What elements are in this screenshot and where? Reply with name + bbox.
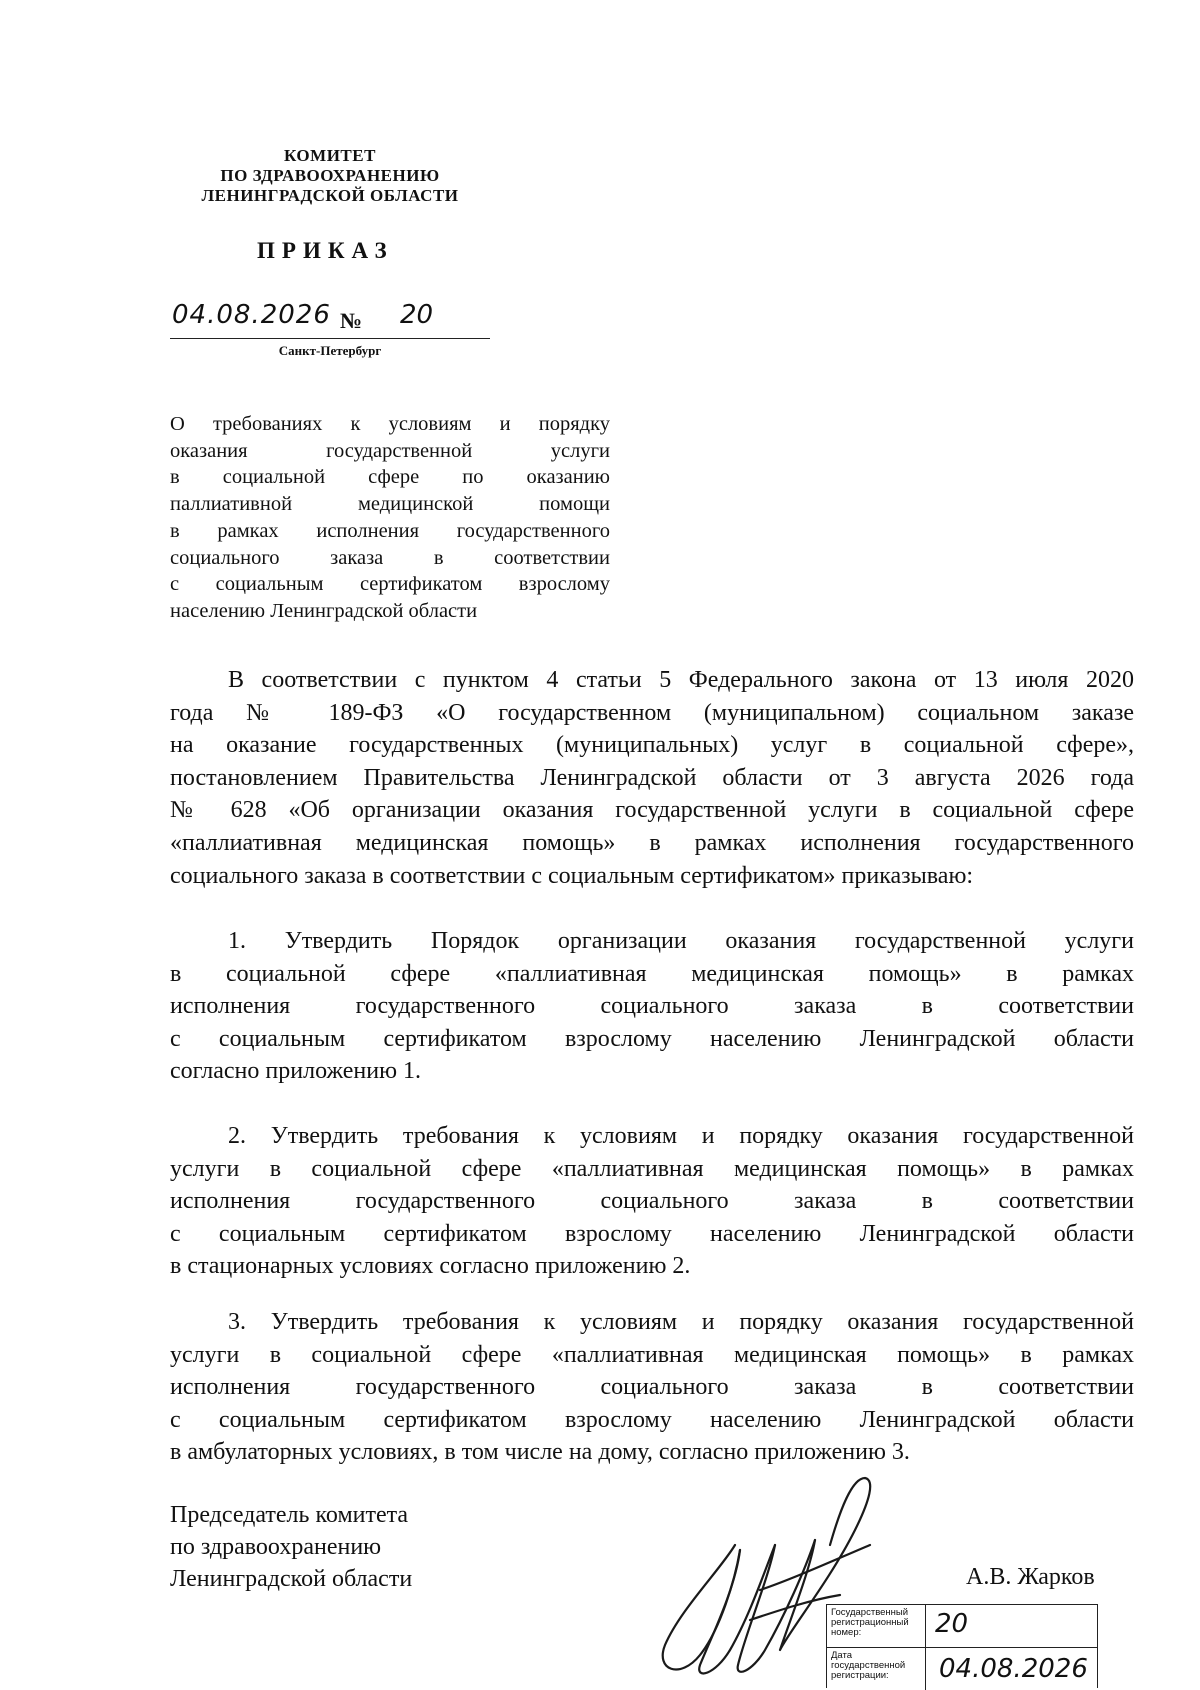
stamp-row-reg-date: [827, 1648, 1097, 1690]
clause-3-paragraph: [170, 1306, 1134, 1469]
position-line: Председатель комитета: [170, 1502, 409, 1528]
city-label: Санкт-Петербург: [278, 343, 382, 358]
stamp-row-reg-number: [827, 1605, 1097, 1648]
paragraph-line: исполнения государственного социального заказа в соответствии: [170, 993, 1134, 1020]
reg-number-label: Государственный регистрационный номер:: [831, 1607, 909, 1638]
signatory-position: [170, 1499, 412, 1595]
stamp-divider: [925, 1648, 926, 1690]
clause-1-paragraph: [170, 925, 1134, 1088]
organization-name: [170, 146, 490, 206]
preamble-paragraph: [170, 664, 1134, 892]
paragraph-line: исполнения государственного социального заказа в соответствии: [170, 1374, 1134, 1401]
registration-stamp: [826, 1604, 1098, 1688]
reg-date-label: Дата государственной регистрации:: [831, 1650, 906, 1681]
paragraph-line: с социальным сертификатом взрослому населению Ленинградской области: [170, 1025, 1134, 1052]
document-type-title: ПРИКАЗ: [257, 238, 394, 263]
date-underline: [170, 338, 490, 339]
number-sign: №: [340, 308, 363, 333]
paragraph-line: № 628 «Об организации оказания государственной услуги в социальной сфере: [170, 797, 1134, 824]
position-line: по здравоохранению: [170, 1534, 382, 1560]
handwritten-number: 20: [400, 300, 434, 330]
org-line: ПО ЗДРАВООХРАНЕНИЮ: [220, 166, 440, 185]
subject-line: социального заказа в соответствии: [170, 546, 610, 569]
paragraph-line: с социальным сертификатом взрослому населению Ленинградской области: [170, 1406, 1134, 1433]
paragraph-line: «паллиативная медицинская помощь» в рамках исполнения государственного: [170, 829, 1134, 856]
paragraph-line: исполнения государственного социального заказа в соответствии: [170, 1188, 1134, 1215]
paragraph-line: согласно приложению 1.: [170, 1058, 422, 1085]
subject-line: населению Ленинградской области: [170, 599, 478, 622]
subject-line: О требованиях к условиям и порядку: [170, 413, 610, 435]
subject-line: в социальной сфере по оказанию: [170, 466, 610, 489]
paragraph-line: на оказание государственных (муниципальных) услуг в социальной сфере»,: [170, 732, 1134, 759]
position-line: Ленинградской области: [170, 1566, 413, 1592]
paragraph-line: постановлением Правительства Ленинградской области от 3 августа 2026 года: [170, 764, 1134, 791]
paragraph-line: 2. Утвердить требования к условиям и порядку оказания государственной: [228, 1123, 1134, 1149]
clause-2-paragraph: [170, 1120, 1134, 1283]
subject-line: в рамках исполнения государственного: [170, 519, 610, 542]
subject-line: паллиативной медицинской помощи: [170, 493, 610, 516]
paragraph-line: социального заказа в соответствии с социальным сертификатом» приказываю:: [170, 862, 974, 889]
paragraph-line: в амбулаторных условиях, в том числе на дому, согласно приложению 3.: [170, 1439, 910, 1466]
org-line: ЛЕНИНГРАДСКОЙ ОБЛАСТИ: [201, 186, 459, 205]
stamp-divider: [925, 1605, 926, 1647]
document-subject: [170, 411, 610, 625]
paragraph-line: года № 189-ФЗ «О государственном (муниципальном) социальном заказе: [170, 699, 1134, 726]
paragraph-line: в социальной сфере «паллиативная медицинская помощь» в рамках: [170, 960, 1134, 987]
paragraph-line: в стационарных условиях согласно приложению 2.: [170, 1253, 691, 1280]
signatory-name: А.В. Жарков: [966, 1564, 1095, 1590]
paragraph-line: В соответствии с пунктом 4 статьи 5 Федерального закона от 13 июля 2020: [228, 667, 1134, 693]
paragraph-line: 1. Утвердить Порядок организации оказания государственной услуги: [228, 928, 1134, 954]
reg-date-value: 04.08.2026: [939, 1654, 1088, 1684]
subject-line: с социальным сертификатом взрослому: [170, 573, 610, 596]
reg-number-value: 20: [935, 1609, 969, 1639]
handwritten-date: 04.08.2026: [172, 300, 331, 330]
paragraph-line: с социальным сертификатом взрослому населению Ленинградской области: [170, 1220, 1134, 1247]
paragraph-line: 3. Утвердить требования к условиям и порядку оказания государственной: [228, 1309, 1134, 1335]
paragraph-line: услуги в социальной сфере «паллиативная медицинская помощь» в рамках: [170, 1155, 1134, 1182]
subject-line: оказания государственной услуги: [170, 439, 610, 462]
paragraph-line: услуги в социальной сфере «паллиативная медицинская помощь» в рамках: [170, 1341, 1134, 1368]
date-number-row: [170, 300, 490, 342]
org-line: КОМИТЕТ: [284, 146, 376, 165]
